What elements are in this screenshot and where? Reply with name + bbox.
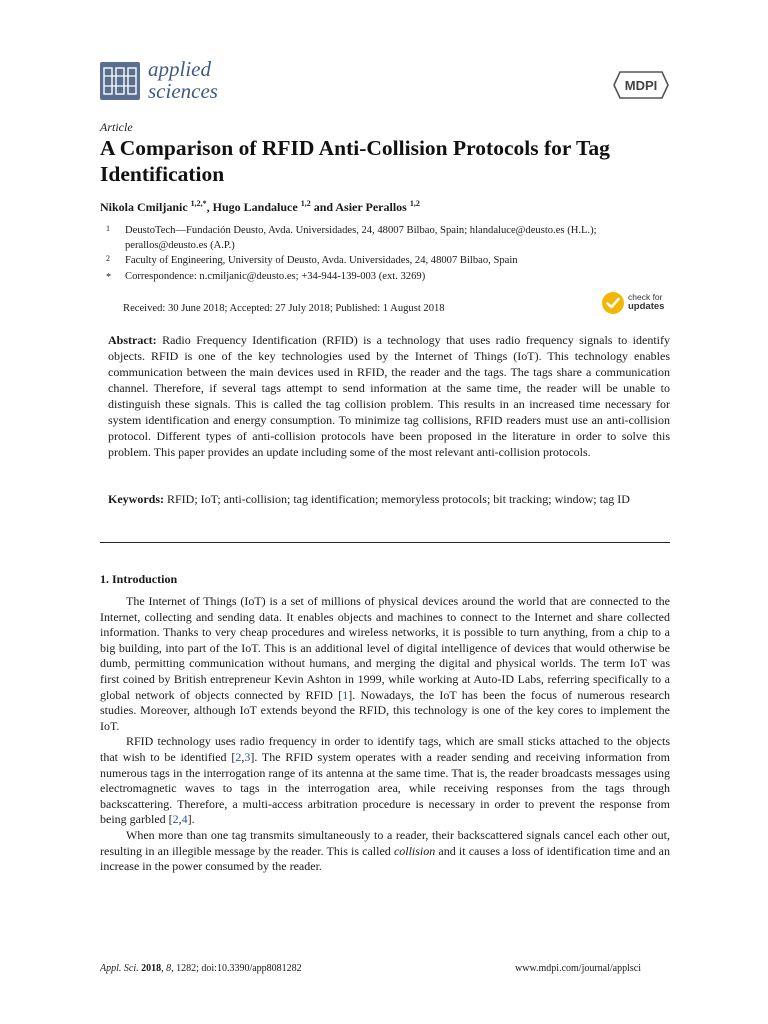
paragraph-text: The Internet of Things (IoT) is a set of millions of physical devices around the world that are connected to the Internet, collecting and sending data. It enables objects and machines to connect to the Internet and share collected information. Thanks to very cheap procedures and wireless networks, it is possible to turn anything, from a chip to a big building, into part of the IoT. This is an additional level of digital intelligence of devices that would otherwise be dumb, permitting communication without humans, and merging the digital and physical worlds. The term IoT was first coined by British entrepreneur Kevin Ashton in 1999, while working at Auto-ID Labs, referring specifically to a global network of objects connected by RFID [ — [100, 594, 670, 702]
paragraph-text: ]. The RFID system operates with a reader sending and receiving information from numerous tags in the interrogation range of its antenna at the same time. That is, the reader broadcasts messages using electromagnetic waves to tags in the interrogation area, while receiving responses from the tags through backscattering. Therefore, a multi-access arbitration procedure is necessary in order to prevent the response from being garbled [ — [100, 749, 671, 827]
keywords-label: Keywords: — [108, 492, 164, 506]
paragraph — [100, 828, 670, 875]
article-type: Article — [100, 120, 133, 134]
affiliation-text: DeustoTech—Fundación Deusto, Avda. Universidades, 24, 48007 Bilbao, Spain; hlandaluce@deusto.es (H.L.); perallos@deusto.es (A.P.) — [125, 225, 597, 252]
section-heading: 1. Introduction — [100, 572, 178, 586]
citation-separator: , — [241, 749, 245, 764]
author-list — [100, 200, 670, 215]
author-3-affil: 1,2 — [409, 199, 420, 208]
mdpi-logo-text: MDPI — [624, 78, 658, 93]
abstract-label: Abstract: — [108, 333, 157, 347]
affiliations — [100, 223, 670, 284]
citation-link[interactable]: 3 — [244, 749, 251, 764]
emphasis: collision — [393, 843, 436, 858]
paragraph-text: and it causes a loss of identification time and an increase in the power consumed by the reader. — [100, 843, 670, 874]
check-updates-line2: updates — [628, 301, 665, 312]
affiliation-text: Faculty of Engineering, University of Deusto, Avda. Universidades, 24, 48007 Bilbao, Spain — [125, 255, 518, 267]
paragraph-text: RFID technology uses radio frequency in order to identify tags, which are small sticks attached to the objects that wish to be identified [ — [100, 734, 670, 764]
publication-dates: Received: 30 June 2018; Accepted: 27 July 2018; Published: 1 August 2018 — [123, 303, 445, 314]
check-updates-line1: check for — [628, 292, 663, 302]
paragraph — [100, 594, 670, 734]
mdpi-logo — [612, 70, 670, 100]
correspondence — [100, 269, 670, 284]
abstract-text: Radio Frequency Identification (RFID) is a technology that uses radio frequency signals to identify objects. RFID is one of the key technologies used by the Internet of Things (IoT). This technology enables communication between the main devices used in RFID, the reader and the tags. The tags share a communication channel. Therefore, if several tags attempt to send information at the same time, the reader will be unable to distinguish these signals. This is called the tag collision problem. This results in an increased time necessary for system identification and energy consumption. To minimize tag collisions, RFID readers must use an anti-collision protocol. Different types of anti-collision protocols have been proposed in the literature in order to solve this problem. This paper provides an update including some of the most relevant anti-collision protocols. — [108, 333, 670, 459]
author-1[interactable]: Nikola Cmiljanic — [100, 200, 188, 214]
paragraph-text: When more than one tag transmits simultaneously to a reader, their backscattered signals cancel each other out, resulting in an illegible message by the reader. This is called — [100, 827, 670, 858]
journal-logo-icon — [100, 62, 140, 100]
footer-year: 2018 — [138, 963, 162, 974]
journal-name-line2: sciences — [148, 79, 218, 103]
keywords-text: RFID; IoT; anti-collision; tag identification; memoryless protocols; bit tracking; window; tag ID — [164, 492, 630, 506]
keywords — [108, 491, 670, 507]
author-1-affil: 1,2,* — [190, 199, 207, 208]
correspondence-mark: * — [106, 271, 111, 283]
footer-volume: , 8 — [161, 963, 172, 974]
affiliation-mark: 1 — [106, 224, 110, 233]
correspondence-text[interactable]: Correspondence: n.cmiljanic@deusto.es; +34-944-139-003 (ext. 3269) — [125, 270, 426, 282]
abstract — [108, 332, 670, 460]
journal-name-line1: applied — [148, 57, 211, 81]
author-separator: and — [310, 200, 336, 214]
journal-name — [148, 58, 218, 102]
citation-link[interactable]: 2 — [235, 749, 242, 764]
citation-separator: , — [178, 812, 182, 827]
journal-abbr: Appl. Sci. — [100, 963, 139, 974]
check-circle-icon — [600, 290, 626, 316]
page-title: A Comparison of RFID Anti-Collision Protocols for Tag Identification — [100, 136, 610, 186]
section-divider — [100, 542, 670, 543]
paragraph-text: ]. — [187, 812, 195, 827]
citation-link[interactable]: 4 — [181, 812, 188, 827]
affiliation-2 — [100, 253, 670, 268]
citation-link[interactable]: 2 — [172, 812, 179, 827]
affiliation-mark: 2 — [106, 254, 110, 264]
affiliation-1 — [100, 223, 670, 253]
footer-doi[interactable]: , 1282; doi:10.3390/app8081282 — [171, 963, 302, 974]
author-separator: , — [206, 200, 213, 214]
paragraph-text: ]. Nowadays, the IoT has been the focus of numerous research studies. Moreover, although IoT extends beyond the RFID, this technology is one of the key cores to implement the IoT. — [100, 687, 670, 733]
citation-footer — [100, 963, 302, 974]
check-for-updates-label[interactable] — [628, 293, 664, 311]
author-2[interactable]: Hugo Landaluce — [212, 200, 298, 214]
citation-link[interactable]: 1 — [342, 687, 349, 702]
author-2-affil: 1,2 — [300, 199, 311, 208]
author-3[interactable]: Asier Perallos — [335, 200, 407, 214]
introduction-body — [100, 594, 670, 875]
journal-url-link[interactable]: www.mdpi.com/journal/applsci — [515, 963, 641, 974]
paragraph — [100, 734, 670, 828]
